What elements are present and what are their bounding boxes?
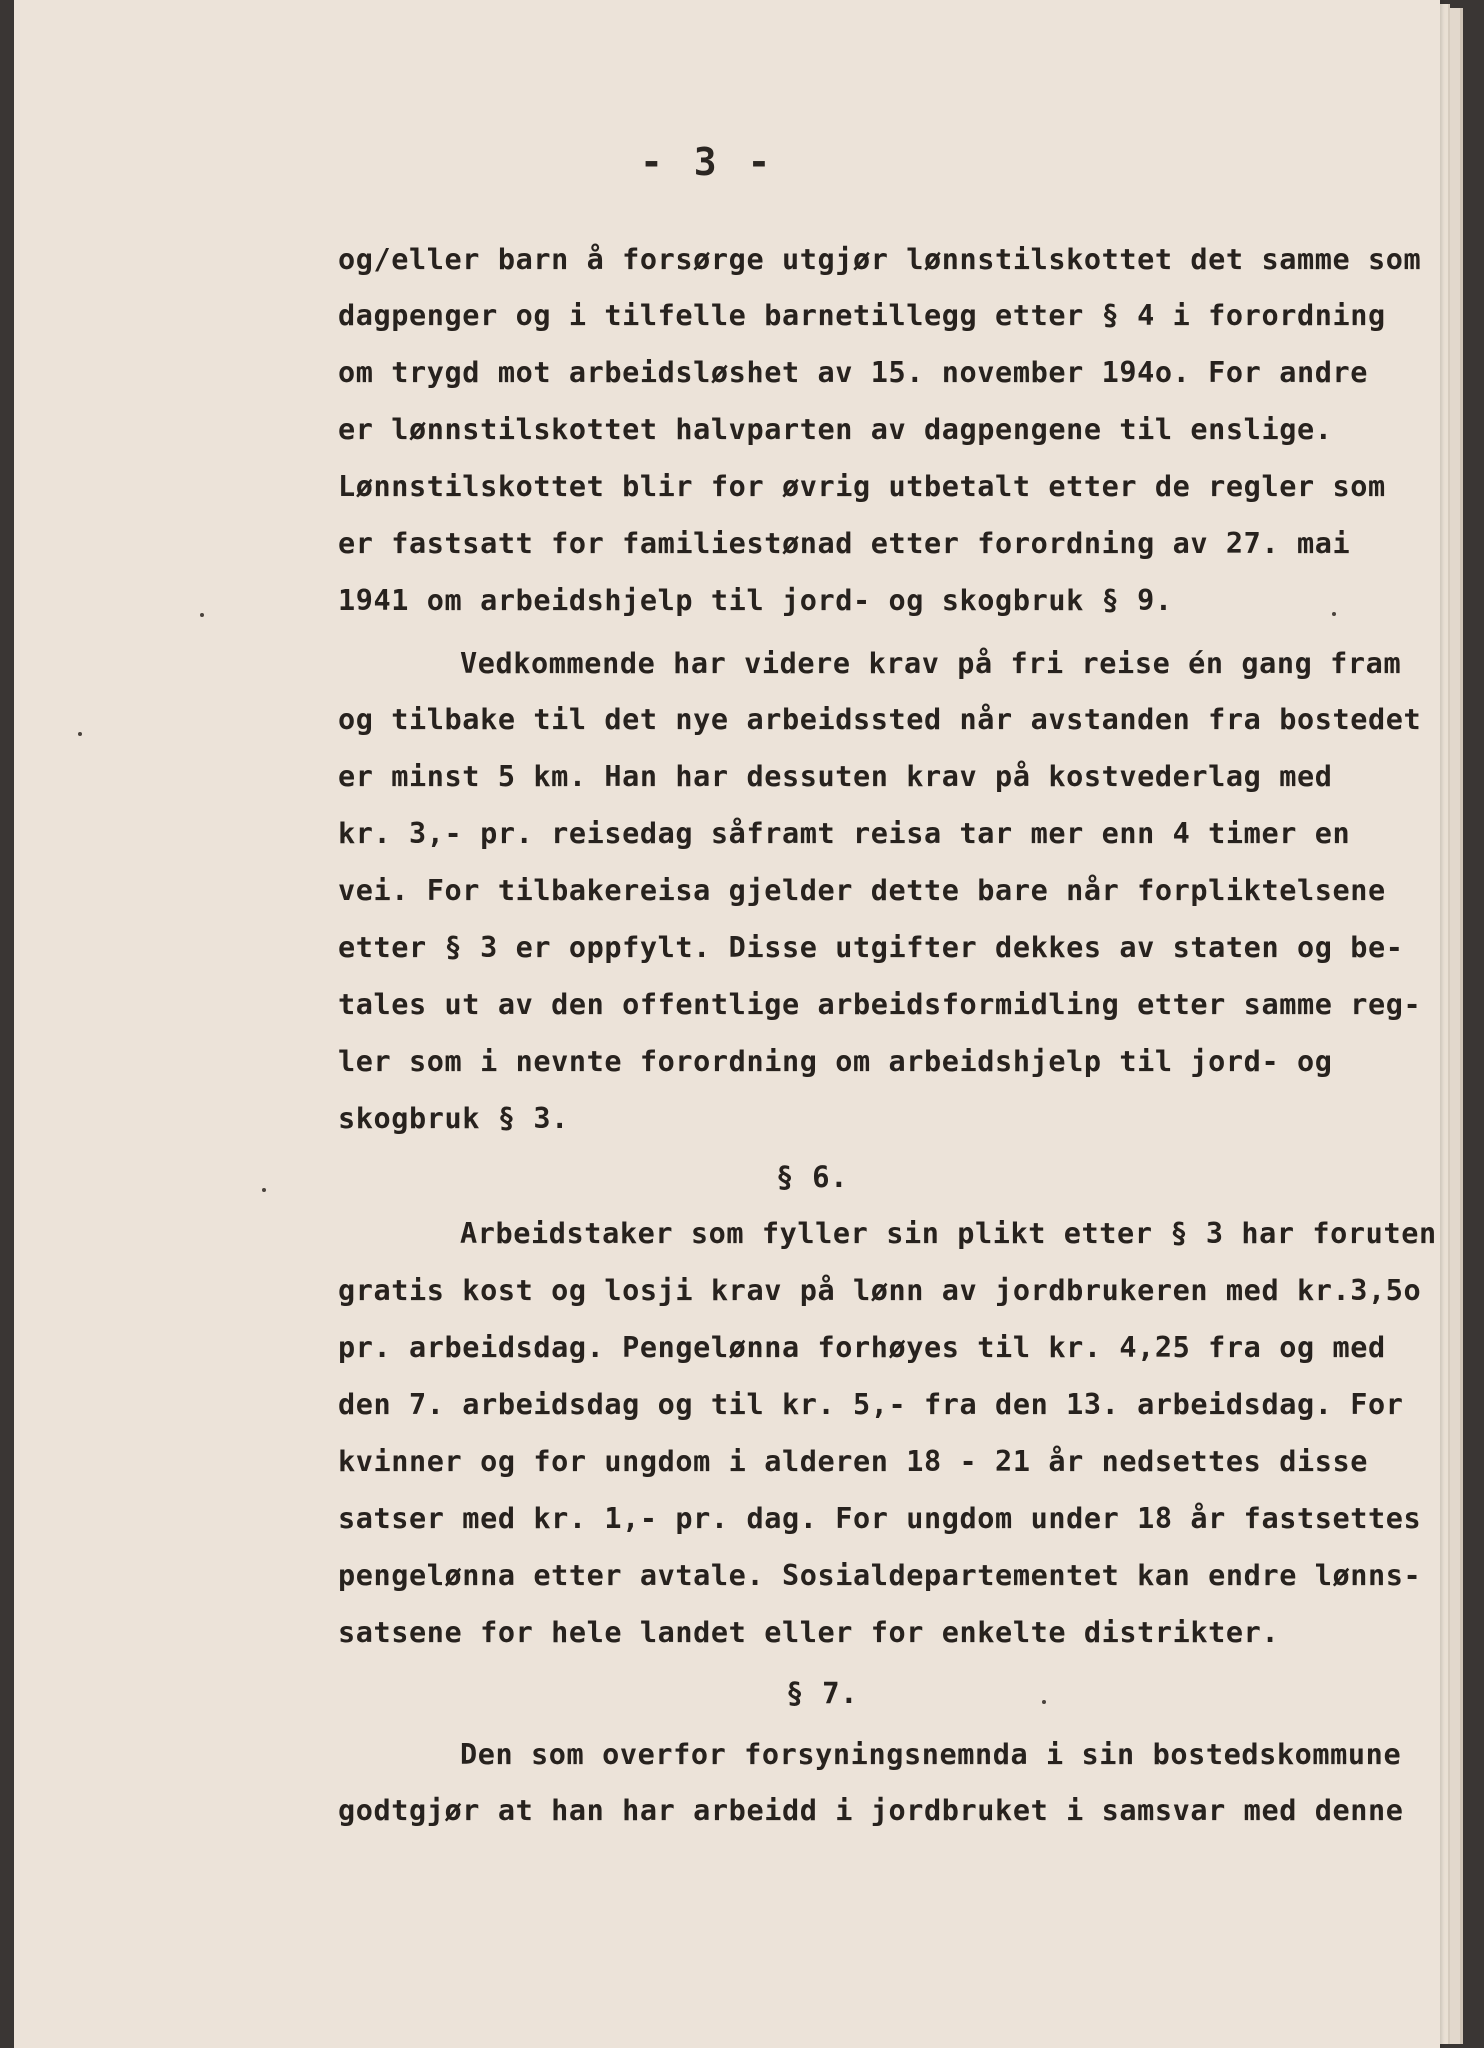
text-line: den 7. arbeidsdag og til kr. 5,- fra den 13. arbeidsdag. For bbox=[338, 1388, 1404, 1421]
document-page bbox=[14, 0, 1440, 2048]
text-line: vei. For tilbakereisa gjelder dette bare når forpliktelsene bbox=[338, 874, 1386, 907]
section-heading-7: § 7. bbox=[786, 1676, 859, 1710]
text-line: etter § 3 er oppfylt. Disse utgifter dekkes av staten og be- bbox=[338, 931, 1404, 964]
ink-speck bbox=[1042, 1700, 1046, 1704]
text-line: Den som overfor forsyningsnemnda i sin bostedskommune bbox=[460, 1738, 1402, 1771]
text-line: er fastsatt for familiestønad etter forordning av 27. mai bbox=[338, 527, 1351, 560]
text-line: satser med kr. 1,- pr. dag. For ungdom under 18 år fastsettes bbox=[338, 1502, 1422, 1535]
text-line: tales ut av den offentlige arbeidsformidling etter samme reg- bbox=[338, 988, 1422, 1021]
text-line: 1941 om arbeidshjelp til jord- og skogbruk § 9. bbox=[338, 584, 1173, 617]
text-line: skogbruk § 3. bbox=[338, 1102, 569, 1135]
text-line: er minst 5 km. Han har dessuten krav på kostvederlag med bbox=[338, 760, 1333, 793]
text-line: satsene for hele landet eller for enkelte distrikter. bbox=[338, 1616, 1280, 1649]
text-line: og tilbake til det nye arbeidssted når avstanden fra bostedet bbox=[338, 703, 1422, 736]
text-line: er lønnstilskottet halvparten av dagpengene til enslige. bbox=[338, 413, 1333, 446]
text-line: Vedkommende har videre krav på fri reise én gang fram bbox=[460, 647, 1402, 680]
ink-speck bbox=[78, 732, 82, 736]
text-line: kvinner og for ungdom i alderen 18 - 21 år nedsettes disse bbox=[338, 1445, 1368, 1478]
text-line: Arbeidstaker som fyller sin plikt etter § 3 har foruten bbox=[460, 1217, 1437, 1250]
ink-speck bbox=[200, 613, 204, 617]
text-line: og/eller barn å forsørge utgjør lønnstilskottet det samme som bbox=[338, 243, 1422, 276]
page-number: - 3 - bbox=[640, 140, 775, 184]
text-line: kr. 3,- pr. reisedag såframt reisa tar mer enn 4 timer en bbox=[338, 817, 1351, 850]
text-line: ler som i nevnte forordning om arbeidshjelp til jord- og bbox=[338, 1045, 1333, 1078]
ink-speck bbox=[1332, 612, 1336, 616]
text-line: Lønnstilskottet blir for øvrig utbetalt etter de regler som bbox=[338, 470, 1386, 503]
text-line: om trygd mot arbeidsløshet av 15. november 194o. For andre bbox=[338, 356, 1368, 389]
ink-speck bbox=[262, 1188, 266, 1192]
text-line: pengelønna etter avtale. Sosialdepartementet kan endre lønns- bbox=[338, 1559, 1422, 1592]
text-line: dagpenger og i tilfelle barnetillegg etter § 4 i forordning bbox=[338, 299, 1386, 332]
section-heading-6: § 6. bbox=[776, 1160, 849, 1194]
text-line: gratis kost og losji krav på lønn av jordbrukeren med kr.3,5o bbox=[338, 1274, 1422, 1307]
text-line: godtgjør at han har arbeidd i jordbruket i samsvar med denne bbox=[338, 1794, 1404, 1827]
text-line: pr. arbeidsdag. Pengelønna forhøyes til kr. 4,25 fra og med bbox=[338, 1331, 1386, 1364]
